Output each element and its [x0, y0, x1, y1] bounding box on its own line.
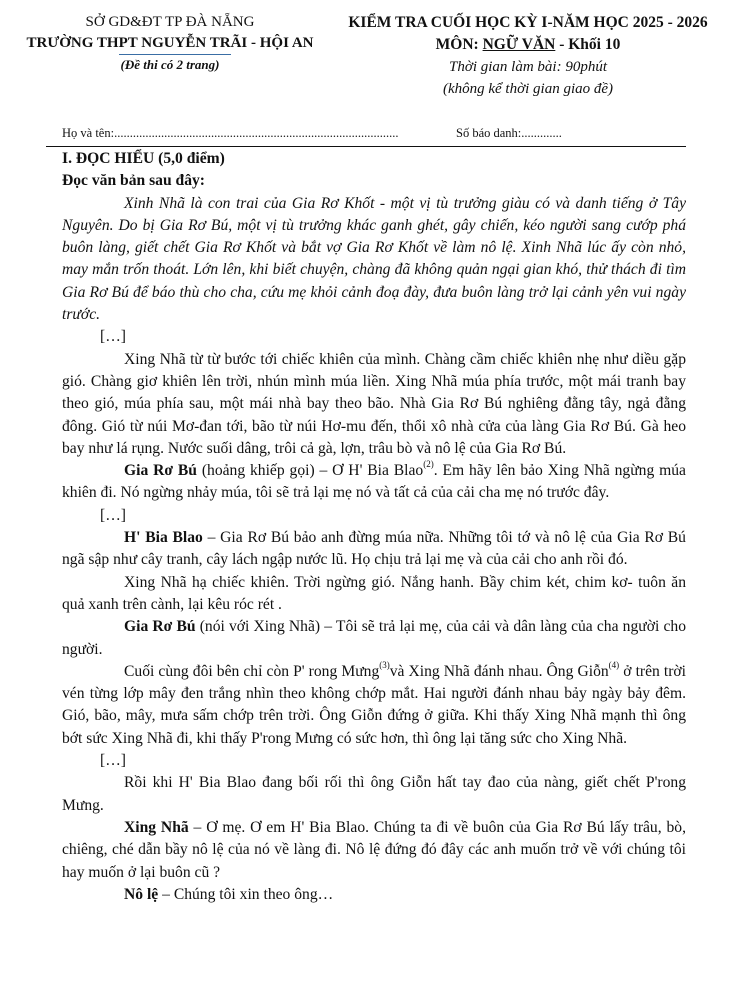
passage-dialogue: Gia Rơ Bú (nói với Xing Nhã) – Tôi sẽ trả lại mẹ, của cải và dân làng của cha người cho người. — [62, 618, 686, 658]
header-right — [320, 12, 736, 100]
speaker-name: Gia Rơ Bú — [124, 618, 196, 636]
passage-ellipsis: […] — [100, 752, 126, 770]
department-name: SỞ GD&ĐT TP ĐÀ NẴNG — [85, 14, 255, 30]
passage-dialogue: H' Bia Blao – Gia Rơ Bú bảo anh đừng múa nữa. Những tôi tớ và nô lệ của Gia Rơ Bú ngã sập như cây tranh, cây lách ngập nước lũ. Họ chịu trả lại mẹ và của cải cho anh rồi đó. — [62, 529, 686, 569]
exam-time-note: (không kể thời gian giao đề) — [442, 81, 614, 97]
exam-title: KIỂM TRA CUỐI HỌC KỲ I-NĂM HỌC 2025 - 2026 — [348, 14, 708, 31]
exam-body — [62, 148, 686, 906]
pages-note: (Đề thi có 2 trang) — [120, 57, 220, 72]
footnote-ref: (4) — [608, 659, 620, 670]
footnote-ref: (2) — [423, 459, 434, 470]
passage-ellipsis: […] — [100, 506, 126, 524]
passage-paragraph: Xing Nhã hạ chiếc khiên. Trời ngừng gió. Nắng hanh. Bầy chim két, chim kơ- tuôn ăn quả xanh trên cành, lại kêu róc rét . — [62, 573, 686, 613]
passage-paragraph: Xing Nhã từ từ bước tới chiếc khiên của mình. Chàng cầm chiếc khiên nhẹ như diều gặp gió. Chàng giơ khiên lên trời, nhún mình múa liền. Xing Nhã múa phía trước, một mái tranh bay theo gió, múa phía sau, một mái nhà bay theo bão. Nhà Gia Rơ Bú nghiêng đằng tây, ngả đằng đông. Gió từ núi Mơ-đan tới, bão từ núi Hơ-mu đến, thổi xô nhà cửa của làng Gia Rơ Bú. Gà heo bay như lá rụng. Nước suối dâng, trôi cả gà, lợn, trâu bò và nô lệ của Gia Rơ Bú. — [62, 350, 686, 457]
student-id-field: Số báo danh:............. — [456, 126, 562, 140]
subject-line: MÔN: NGỮ VĂN - Khối 10 — [435, 36, 621, 53]
passage-dialogue: Nô lệ – Chúng tôi xin theo ông… — [124, 885, 334, 903]
section-title: I. ĐỌC HIỂU (5,0 điểm) — [62, 150, 225, 167]
section-instruction: Đọc văn bản sau đây: — [62, 172, 205, 190]
header-divider — [46, 146, 686, 147]
passage-ellipsis: […] — [100, 328, 126, 346]
passage-dialogue: Gia Rơ Bú (hoảng khiếp gọi) – Ơ H' Bia Blao$^{(2)}$. Em hãy lên bảo Xing Nhã ngừng múa khiên đi. Nó ngừng nhảy múa, tôi sẽ trả lại mẹ nó và tất cả của cải cha mẹ nó trước đây. — [62, 459, 686, 502]
header-left — [0, 12, 340, 75]
speaker-name: Xing Nhã — [124, 818, 189, 836]
speaker-name: H' Bia Blao — [124, 529, 203, 547]
speaker-name: Gia Rơ Bú — [124, 462, 197, 480]
passage-intro: Xinh Nhã là con trai của Gia Rơ Khốt - một vị tù trưởng giàu có và danh tiếng ở Tây Nguyên. Do bị Gia Rơ Bú, một vị tù trưởng khác ganh ghét, gây chiến, kéo người sang cướp phá buôn làng, giết chết Gia Rơ Khốt và bắt vợ Gia Rơ Khốt về làm nô lệ. Xinh Nhã lúc ấy còn nhỏ, may mắn trốn thoát. Lớn lên, khi biết chuyện, chàng đã không quản ngại gian khó, thử thách đi tìm Gia Rơ Bú để báo thù cho cha, cứu mẹ khỏi cảnh đoạ đày, đưa buôn làng trở lại cảnh yên vui ngày trước. — [62, 194, 686, 324]
passage-paragraph: Rồi khi H' Bia Blao đang bối rối thì ông Giỗn hất tay đao của nàng, giết chết P'rong Mưng. — [62, 774, 686, 814]
footnote-ref: (3) — [379, 659, 390, 670]
subject-name: NGỮ VĂN — [482, 36, 556, 53]
passage-paragraph: Cuối cùng đôi bên chỉ còn P' rong Mưng$^{(3)}$và Xing Nhã đánh nhau. Ông Giỗn$^{(4)}$ ở trên trời vén từng lớp mây đen trắng nhìn theo không chớp mắt. Hai người đánh nhau bảy ngày bảy đêm. Gió, bão, mây, mưa sấm chớp trên trời. Ông Giỗn đứng ở giữa. Khi thấy Xing Nhã mạnh thì ông bớt sức Xing Nhã đi, khi thấy P'rong Mưng có sức hơn, thì ông lại tăng sức cho Xing Nhã. — [62, 659, 686, 747]
school-name: TRƯỜNG THPT NGUYỄN TRÃI - HỘI AN — [0, 32, 340, 55]
student-name-field: Họ và tên:........................................................................................... — [62, 126, 399, 140]
speaker-name: Nô lệ — [124, 885, 159, 903]
exam-time: Thời gian làm bài: 90phút — [448, 59, 607, 75]
passage-dialogue: Xing Nhã – Ơ mẹ. Ơ em H' Bia Blao. Chúng ta đi về buôn của Gia Rơ Bú lấy trâu, bò, chiêng, ché dẫn bầy nô lệ của nó về làng đi. Nô lệ đứng đó đây các anh muốn trở về với chúng tôi hay muốn ở lại buôn cũ ? — [62, 818, 686, 881]
